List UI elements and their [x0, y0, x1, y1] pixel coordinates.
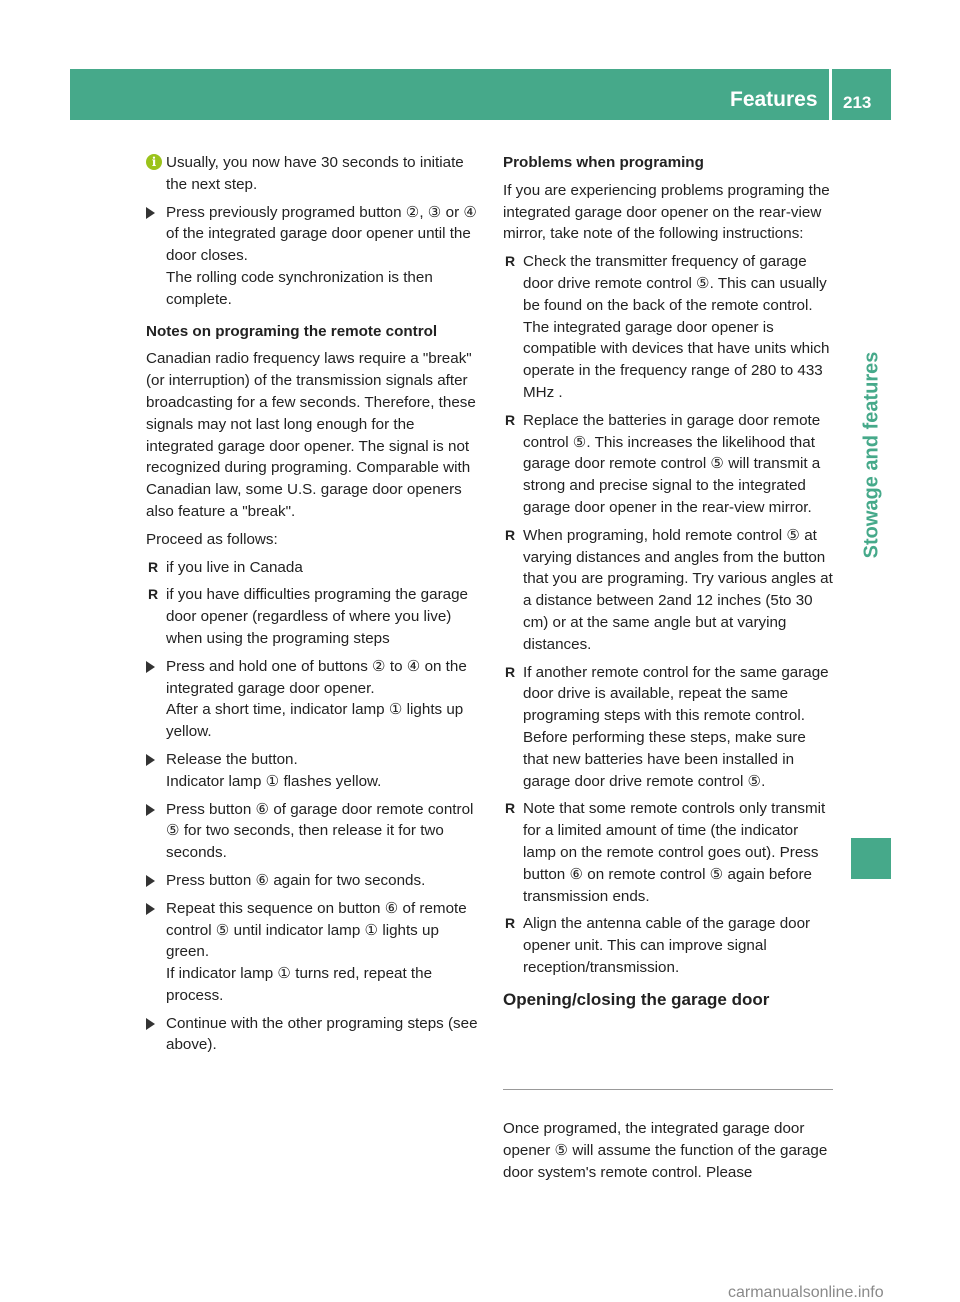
- info-note: i Usually, you now have 30 seconds to initiate the next step.: [146, 152, 482, 196]
- step-item: Press button ⑥ of garage door remote control ⑤ for two seconds, then release it for two seconds.: [146, 799, 482, 864]
- side-marker: [851, 838, 891, 879]
- bullet-icon: R: [505, 915, 516, 932]
- section-body: Once programed, the integrated garage door opener ⑤ will assume the function of the garage door system's remote control. Please: [503, 1120, 828, 1181]
- list-item: R Check the transmitter frequency of garage door drive remote control ⑤. This can usually be found on the back of the remote control. The integrated garage door opener is compatible with devices that have units which operate in the frequency range of 280 to 433 MHz .: [505, 253, 830, 401]
- right-column: [503, 152, 835, 1010]
- watermark: carmanualsonline.info: [728, 1284, 884, 1301]
- side-section-label: Stowage and features: [860, 351, 883, 559]
- arrow-icon: [146, 661, 155, 673]
- arrow-icon: [146, 804, 155, 816]
- paragraph: Canadian radio frequency laws require a "break" (or interruption) of the transmission signals after broadcasting for a few seconds. Therefore, these signals may not last long enough for the integrated garage door opener. The signal is not recognized during programing. Comparable with Canadian law, some U.S. garage door openers also feature a "break".: [146, 350, 476, 520]
- bullet-icon: R: [505, 663, 516, 680]
- list-item: R If another remote control for the same garage door drive is available, repeat the same programing steps with this remote control. Before performing these steps, make sure that new batteries have been installed in garage door drive remote control ⑤.: [505, 663, 829, 790]
- section-heading: Problems when programing: [503, 154, 704, 171]
- bullet-icon: R: [148, 586, 159, 603]
- bullet-icon: R: [505, 800, 516, 817]
- header-divider: [829, 69, 832, 120]
- section-heading: Notes on programing the remote control: [146, 322, 438, 340]
- step-item: Repeat this sequence on button ⑥ of remote control ⑤ until indicator lamp ① lights up green. If indicator lamp ① turns red, repeat the process.: [146, 898, 482, 1007]
- section-title: Opening/closing the garage door: [503, 989, 770, 1009]
- paragraph: Proceed as follows:: [146, 530, 278, 548]
- left-column: [146, 152, 482, 1056]
- list-item: R Note that some remote controls only transmit for a limited amount of time (the indicator lamp on the remote control goes out). Press button ⑥ on remote control ⑤ again before transmission ends.: [505, 800, 826, 905]
- step-item: Press and hold one of buttons ② to ④ on the integrated garage door opener. After a short time, indicator lamp ① lights up yellow.: [146, 656, 482, 743]
- list-item: R Align the antenna cable of the garage door opener unit. This can improve signal reception/transmission.: [505, 915, 811, 976]
- info-icon: i: [146, 154, 162, 170]
- list-item: R if you live in Canada: [146, 557, 482, 579]
- arrow-icon: [146, 207, 155, 219]
- arrow-icon: [146, 754, 155, 766]
- bullet-icon: R: [505, 253, 516, 270]
- list-item: R Replace the batteries in garage door remote control ⑤. This increases the likelihood that garage door remote control ⑤ will transmit a strong and precise signal to the integrated garage door opener in the rear-view mirror.: [505, 411, 821, 516]
- list-item: R if you have difficulties programing the garage door opener (regardless of where you live) when using the programing steps: [148, 586, 468, 647]
- bullet-icon: R: [148, 558, 159, 575]
- page-header-title: Features: [730, 88, 818, 111]
- bullet-icon: R: [505, 526, 516, 543]
- list-item: R When programing, hold remote control ⑤ at varying distances and angles from the button that you are programing. Try various angles at a distance between 2and 12 inches (5to 30 cm) or at the same angle but at varying distances.: [505, 526, 833, 653]
- section-divider: [503, 1089, 833, 1090]
- step-item: Release the button. Indicator lamp ① flashes yellow.: [146, 749, 482, 793]
- arrow-icon: [146, 875, 155, 887]
- side-tab: [851, 120, 891, 1273]
- paragraph: If you are experiencing problems programing the integrated garage door opener on the rear-view mirror, take note of the following instructions:: [503, 181, 830, 243]
- step-item: Continue with the other programing steps (see above).: [146, 1013, 482, 1057]
- step-item: Press button ⑥ again for two seconds.: [146, 870, 482, 892]
- page-number: 213: [843, 93, 872, 112]
- arrow-icon: [146, 1018, 155, 1030]
- bullet-icon: R: [505, 411, 516, 428]
- step-item: Press previously programed button ②, ③ or ④ of the integrated garage door opener until the door closes. The rolling code synchronization is then complete.: [146, 202, 482, 311]
- arrow-icon: [146, 903, 155, 915]
